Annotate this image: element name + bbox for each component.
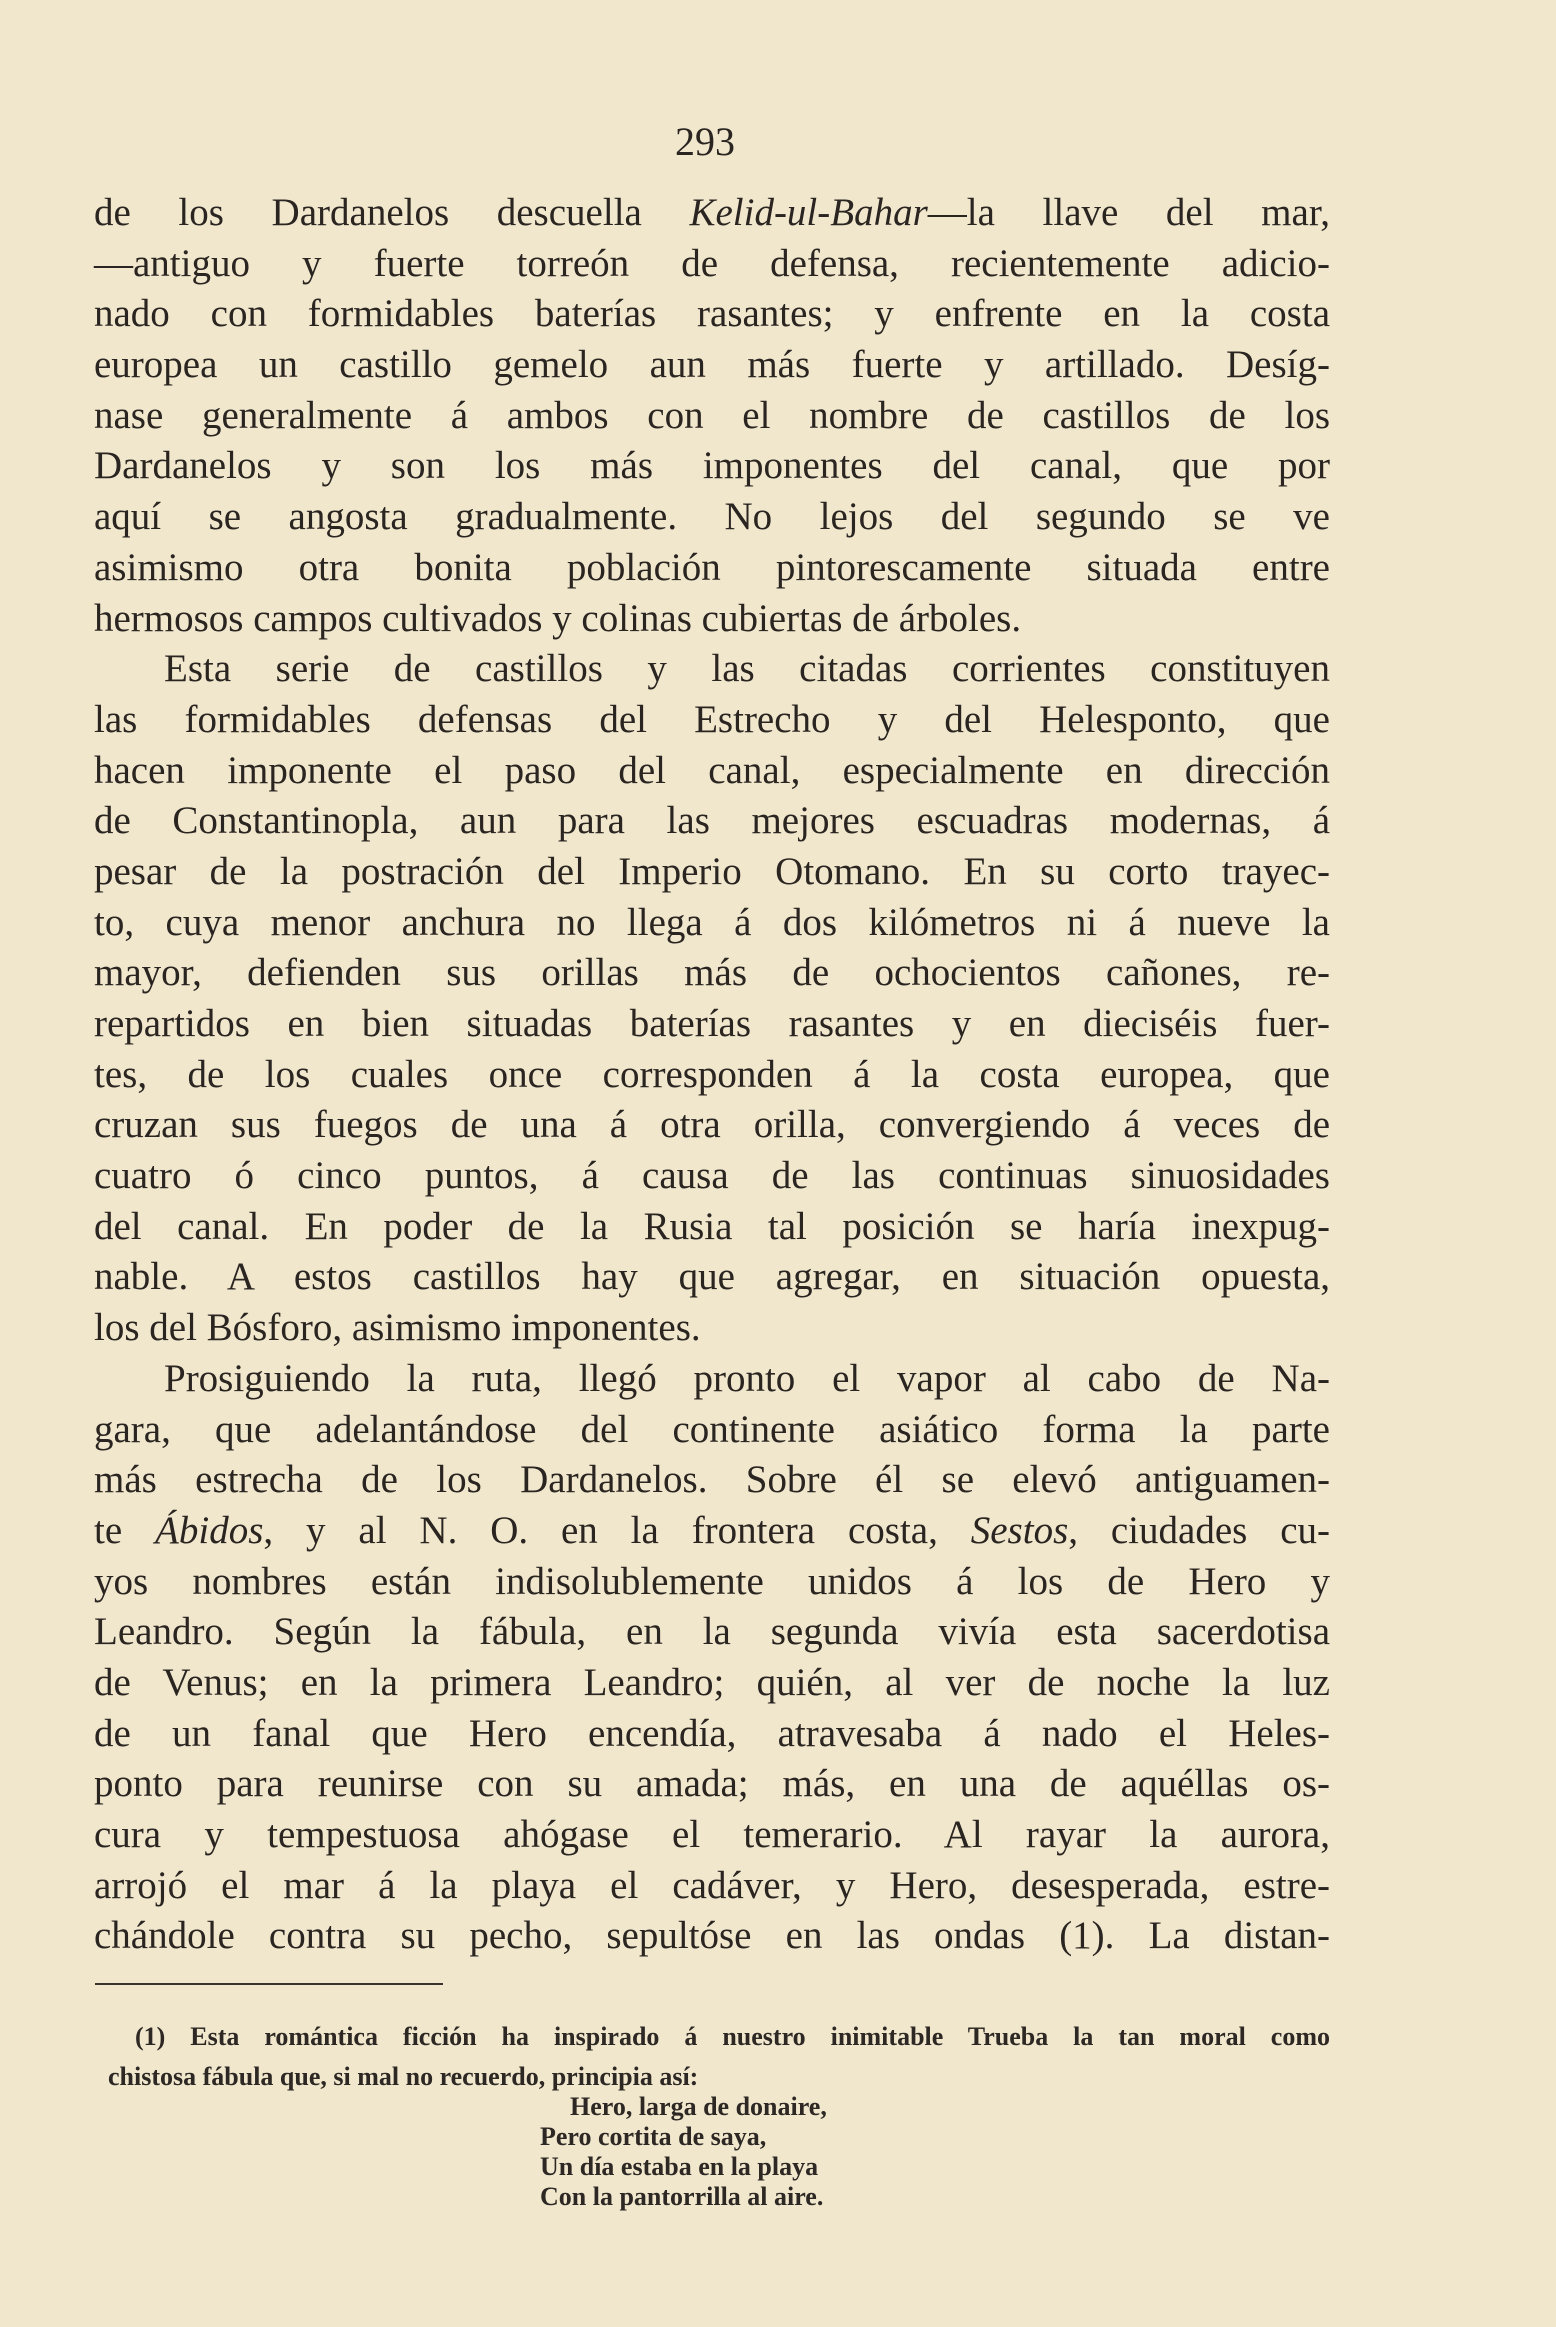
verse-line: Un día estaba en la playa bbox=[540, 2152, 819, 2181]
text-segment: nado con formidables baterías rasantes; y enfrente en la costa bbox=[94, 292, 1330, 336]
text-segment: arrojó el mar á la playa el cadáver, y Hero, desesperada, estre- bbox=[94, 1863, 1330, 1907]
text-segment: las formidables defensas del Estrecho y del Helesponto, que bbox=[94, 697, 1330, 741]
text-segment: cruzan sus fuegos de una á otra orilla, convergiendo á veces de bbox=[94, 1103, 1330, 1147]
text-segment: mayor, defienden sus orillas más de ochocientos cañones, re- bbox=[94, 951, 1330, 995]
text-line bbox=[94, 1202, 1330, 1253]
text-segment: europea un castillo gemelo aun más fuerte y artillado. Desíg- bbox=[94, 343, 1330, 387]
text-line bbox=[94, 1100, 1330, 1151]
text-segment: hacen imponente el paso del canal, especialmente en dirección bbox=[94, 748, 1330, 792]
footnote-line: chistosa fábula que, si mal no recuerdo, principia así: bbox=[108, 2062, 699, 2091]
text-line bbox=[94, 948, 1330, 999]
text-segment: hermosos campos cultivados y colinas cubiertas de árboles. bbox=[94, 596, 1022, 640]
text-segment: Dardanelos y son los más imponentes del canal, que por bbox=[94, 444, 1330, 488]
text-segment: , y al N. O. en la frontera costa, bbox=[263, 1508, 971, 1552]
text-segment: —la llave del mar, bbox=[927, 191, 1330, 234]
text-segment: gara, que adelantándose del continente asiático forma la parte bbox=[94, 1407, 1330, 1451]
text-line bbox=[94, 1810, 1330, 1861]
footnote-divider bbox=[95, 1983, 443, 1985]
text-segment: cuatro ó cinco puntos, á causa de las continuas sinuosidades bbox=[94, 1154, 1330, 1198]
text-line bbox=[94, 239, 1330, 290]
text-segment: nase generalmente á ambos con el nombre de castillos de los bbox=[94, 393, 1330, 437]
page-number: 293 bbox=[675, 119, 735, 164]
text-segment: chándole contra su pecho, sepultóse en las ondas (1). La distan- bbox=[94, 1914, 1330, 1958]
text-line bbox=[94, 999, 1330, 1050]
verse-line: Hero, larga de donaire, bbox=[570, 2092, 827, 2121]
verse-line: Con la pantorrilla al aire. bbox=[540, 2182, 824, 2211]
text-segment: los del Bósforo, asimismo imponentes. bbox=[94, 1306, 701, 1350]
text-line bbox=[94, 1911, 1330, 1962]
text-line bbox=[94, 1607, 1330, 1658]
text-segment: to, cuya menor anchura no llega á dos kilómetros ni á nueve la bbox=[94, 900, 1330, 944]
text-line bbox=[94, 543, 1330, 594]
text-line bbox=[94, 1709, 1330, 1760]
text-segment: nable. A estos castillos hay que agregar, en situación opuesta, bbox=[94, 1255, 1330, 1299]
verse-line: Pero cortita de saya, bbox=[540, 2122, 767, 2151]
text-line bbox=[94, 644, 1330, 695]
text-line bbox=[94, 847, 1330, 898]
text-segment: —antiguo y fuerte torreón de defensa, recientemente adicio- bbox=[94, 241, 1330, 285]
text-line bbox=[94, 391, 1330, 442]
text-segment: asimismo otra bonita población pintorescamente situada entre bbox=[94, 545, 1330, 589]
text-line bbox=[94, 898, 1330, 949]
text-line bbox=[94, 289, 1330, 340]
body-text bbox=[94, 188, 1330, 1962]
text-line bbox=[94, 695, 1330, 746]
text-segment: Prosiguiendo la ruta, llegó pronto el vapor al cabo de Na- bbox=[164, 1356, 1330, 1400]
text-segment: pesar de la postración del Imperio Otomano. En su corto trayec- bbox=[94, 849, 1330, 893]
text-segment: tes, de los cuales once corresponden á la costa europea, que bbox=[94, 1052, 1330, 1096]
text-segment: del canal. En poder de la Rusia tal posición se haría inexpug- bbox=[94, 1204, 1330, 1248]
text-segment: cura y tempestuosa ahógase el temerario. Al rayar la aurora, bbox=[94, 1813, 1330, 1856]
text-line bbox=[94, 340, 1330, 391]
text-line bbox=[94, 796, 1330, 847]
text-line bbox=[94, 1151, 1330, 1202]
text-line bbox=[94, 1455, 1330, 1506]
text-segment: más estrecha de los Dardanelos. Sobre él se elevó antiguamen- bbox=[94, 1458, 1330, 1502]
text-line bbox=[94, 594, 1330, 645]
text-segment: repartidos en bien situadas baterías rasantes y en dieciséis fuer- bbox=[94, 1002, 1330, 1045]
text-line bbox=[94, 492, 1330, 543]
text-line bbox=[94, 1050, 1330, 1101]
text-line bbox=[94, 1405, 1330, 1456]
text-line bbox=[94, 746, 1330, 797]
text-line bbox=[94, 1252, 1330, 1303]
text-line bbox=[94, 188, 1330, 239]
text-segment: Leandro. Según la fábula, en la segunda vivía esta sacerdotisa bbox=[94, 1610, 1330, 1654]
text-segment: de los Dardanelos descuella bbox=[94, 191, 690, 234]
text-segment: de Constantinopla, aun para las mejores escuadras modernas, á bbox=[94, 799, 1330, 843]
text-line bbox=[94, 1506, 1330, 1557]
text-line bbox=[94, 1759, 1330, 1810]
footnote-verse bbox=[540, 2092, 827, 2212]
text-line bbox=[94, 1354, 1330, 1405]
text-segment: te bbox=[94, 1508, 156, 1552]
text-segment: Esta serie de castillos y las citadas corrientes constituyen bbox=[164, 647, 1330, 691]
text-segment: , ciudades cu- bbox=[1068, 1508, 1330, 1552]
text-line bbox=[94, 1861, 1330, 1912]
text-line bbox=[94, 1557, 1330, 1608]
text-segment: de un fanal que Hero encendía, atravesaba á nado el Heles- bbox=[94, 1711, 1330, 1755]
text-segment: ponto para reunirse con su amada; más, en una de aquéllas os- bbox=[94, 1762, 1330, 1806]
italic-text: Sestos bbox=[970, 1508, 1069, 1552]
footnote-line: (1) Esta romántica ficción ha inspirado á nuestro inimitable Trueba la tan moral como bbox=[135, 2022, 1330, 2051]
text-segment: yos nombres están indisolublemente unidos á los de Hero y bbox=[94, 1559, 1330, 1603]
italic-text: Kelid-ul-Bahar bbox=[689, 191, 928, 234]
text-line bbox=[94, 441, 1330, 492]
text-segment: aquí se angosta gradualmente. No lejos del segundo se ve bbox=[94, 495, 1330, 539]
text-line bbox=[94, 1303, 1330, 1354]
text-line bbox=[94, 1658, 1330, 1709]
italic-text: Ábidos bbox=[155, 1508, 264, 1552]
text-segment: de Venus; en la primera Leandro; quién, al ver de noche la luz bbox=[94, 1660, 1330, 1704]
